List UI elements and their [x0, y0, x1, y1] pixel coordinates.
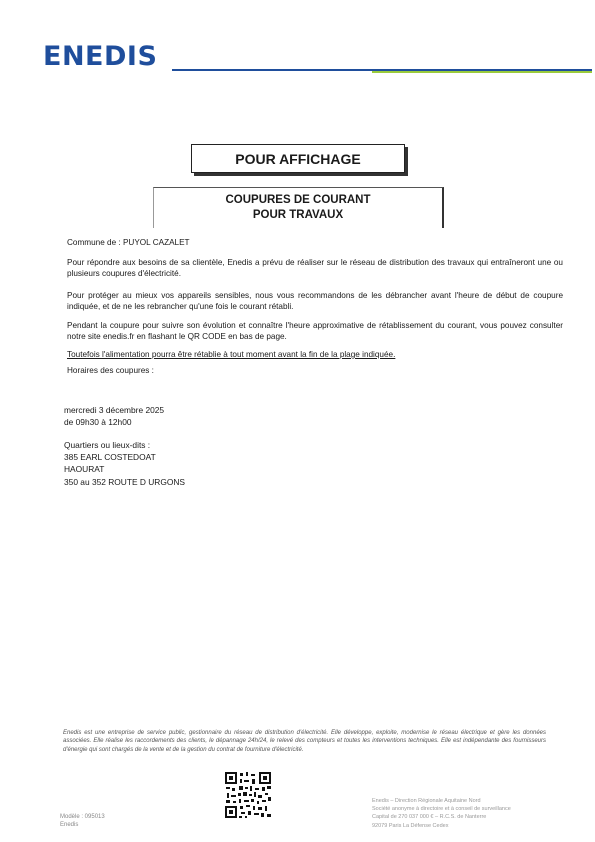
quartier-item: HAOURAT: [64, 464, 105, 474]
paragraph-besoins: Pour répondre aux besoins de sa clientèle, Enedis a prévu de réaliser sur le réseau de distribution des travaux qui entraîneront une ou plusieurs coupures d'électricité.: [67, 258, 563, 278]
quartier-item: 350 au 352 ROUTE D URGONS: [64, 477, 186, 487]
address-line: Société anonyme à directoire et à conseil de surveillance: [372, 806, 511, 813]
address-line: 92079 Paris La Défense Cedex: [372, 822, 449, 829]
company-address: [372, 797, 511, 830]
page-title: POUR AFFICHAGE: [235, 150, 361, 167]
horaires-label: Horaires des coupures :: [67, 366, 154, 375]
outage-date: mercredi 3 décembre 2025: [64, 405, 165, 415]
qr-code-icon[interactable]: [224, 771, 272, 819]
ref-line: Enedis: [60, 822, 79, 828]
quartier-item: 385 EARL COSTEDOAT: [64, 452, 156, 462]
legal-notice: Enedis est une entreprise de service public, gestionnaire du réseau de distribution d'électricité. Elle développe, exploite, modernise le réseau électrique et gère les données associées. Elle réalise les raccordements des clients, le dépannage 24h/24, le relevé des compteurs et toutes les interventions techniques. Elle est indépendante des fournisseurs d'énergie qui sont chargés de la vente et de la gestion du contrat de fourniture d'électricité.: [63, 730, 546, 753]
paragraph-toutefois: Toutefois l'alimentation pourra être rétablie à tout moment avant la fin de la plage indiquée.: [67, 350, 396, 359]
quartiers-label: Quartiers ou lieux-dits :: [64, 440, 151, 450]
document-reference: [60, 813, 105, 829]
paragraph-suivi: Pendant la coupure pour suivre son évolution et connaître l'heure approximative de rétablissement du courant, vous pouvez consulter notre site enedis.fr en flashant le QR CODE en bas de page.: [67, 321, 563, 341]
address-line: Capital de 270 037 000 € – R.C.S. de Nanterre: [372, 814, 487, 821]
ref-line: Modèle : 095013: [60, 814, 105, 820]
subtitle-line1: COUPURES DE COURANT: [225, 194, 371, 206]
subtitle-line2: POUR TRAVAUX: [252, 209, 344, 221]
page-title-box: [191, 144, 405, 173]
enedis-logo: ENEDIS: [43, 41, 158, 72]
commune: Commune de : PUYOL CAZALET: [67, 238, 190, 247]
outage-time: de 09h30 à 12h00: [64, 417, 132, 427]
paragraph-protection: Pour protéger au mieux vos appareils sensibles, nous vous recommandons de les débrancher avant l'heure de début de coupure indiquée, et de ne les rebrancher qu'une fois le courant rétabli.: [67, 291, 563, 311]
subtitle-box: [153, 187, 444, 228]
address-line: Enedis – Direction Régionale Aquitaine Nord: [372, 798, 481, 804]
logo-rule: [172, 69, 592, 73]
